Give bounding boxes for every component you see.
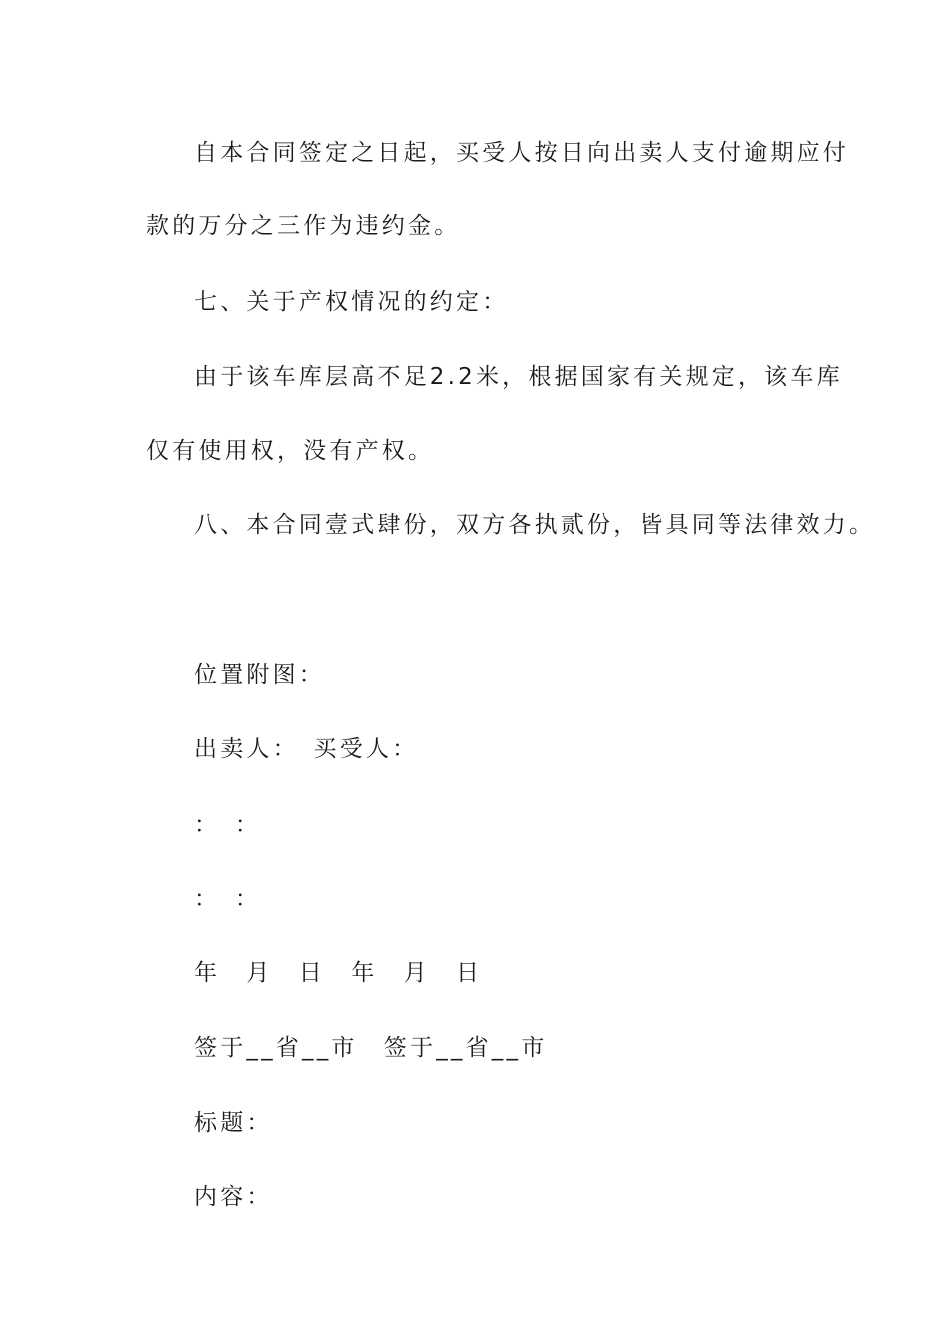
location-map-label: 位置附图： [194,662,325,688]
paragraph-property-line-1: 由于该车库层高不足2.2米，根据国家有关规定，该车库 [194,364,843,390]
title-label: 标题： [194,1110,273,1136]
section-heading-property-rights: 七、关于产权情况的约定： [194,289,509,315]
paragraph-copies-clause: 八、本合同壹式肆份，双方各执贰份，皆具同等法律效力。 [194,512,876,538]
paragraph-property-line-2: 仅有使用权，没有产权。 [146,438,435,464]
signature-field-row-1: ： ： [194,812,262,838]
content-label: 内容： [194,1184,273,1210]
signing-location-row: 签于__省__市 签于__省__市 [194,1035,548,1061]
signature-field-row-2: ： ： [194,886,262,912]
signature-date-row: 年 月 日 年 月 日 [194,960,483,986]
paragraph-penalty-line-1: 自本合同签定之日起，买受人按日向出卖人支付逾期应付 [194,140,849,166]
paragraph-penalty-line-2: 款的万分之三作为违约金。 [146,213,461,239]
seller-buyer-signature-labels: 出卖人： 买受人： [194,736,419,762]
